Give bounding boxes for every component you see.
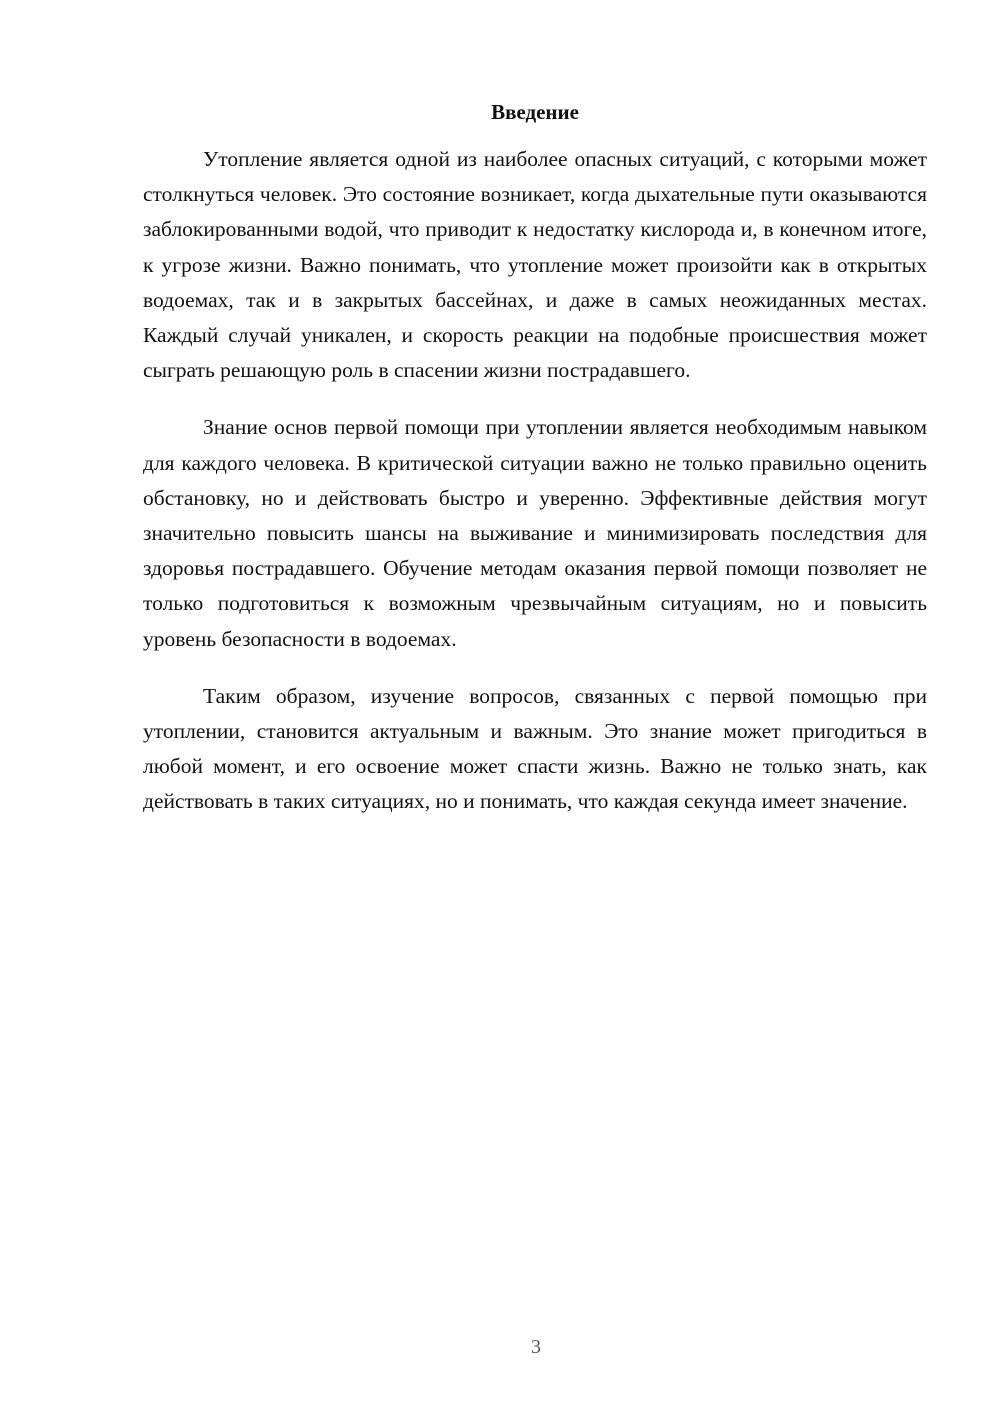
paragraph-2: Знание основ первой помощи при утоплении является необходимым навыком для каждого человека. В критической ситуации важно не только правильно оценить обстановку, но и действовать быстро и уверенно. Эффективные действия могут значительно повысить шансы на выживание и минимизировать последствия для здоровья пострадавшего. Обучение методам оказания первой помощи позволяет не только подготовиться к возможным чрезвычайным ситуациям, но и повысить уровень безопасности в водоемах. — [143, 415, 927, 651]
paragraph-1: Утопление является одной из наиболее опасных ситуаций, с которыми может столкнуться человек. Это состояние возникает, когда дыхательные пути оказываются заблокированными водой, что приводит к недостатку кислорода и, в конечном итоге, к угрозе жизни. Важно понимать, что утопление может произойти как в открытых водоемах, так и в закрытых бассейнах, и даже в самых неожиданных местах. Каждый случай уникален, и скорость реакции на подобные происшествия может сыграть решающую роль в спасении жизни пострадавшего. — [143, 147, 927, 383]
paragraph-3: Таким образом, изучение вопросов, связанных с первой помощью при утоплении, становится актуальным и важным. Это знание может пригодиться в любой момент, и его освоение может спасти жизнь. Важно не только знать, как действовать в таких ситуациях, но и понимать, что каждая секунда имеет значение. — [143, 683, 927, 814]
section-title: Введение — [491, 100, 579, 124]
page-number: 3 — [531, 1336, 541, 1358]
body-text — [143, 142, 927, 842]
